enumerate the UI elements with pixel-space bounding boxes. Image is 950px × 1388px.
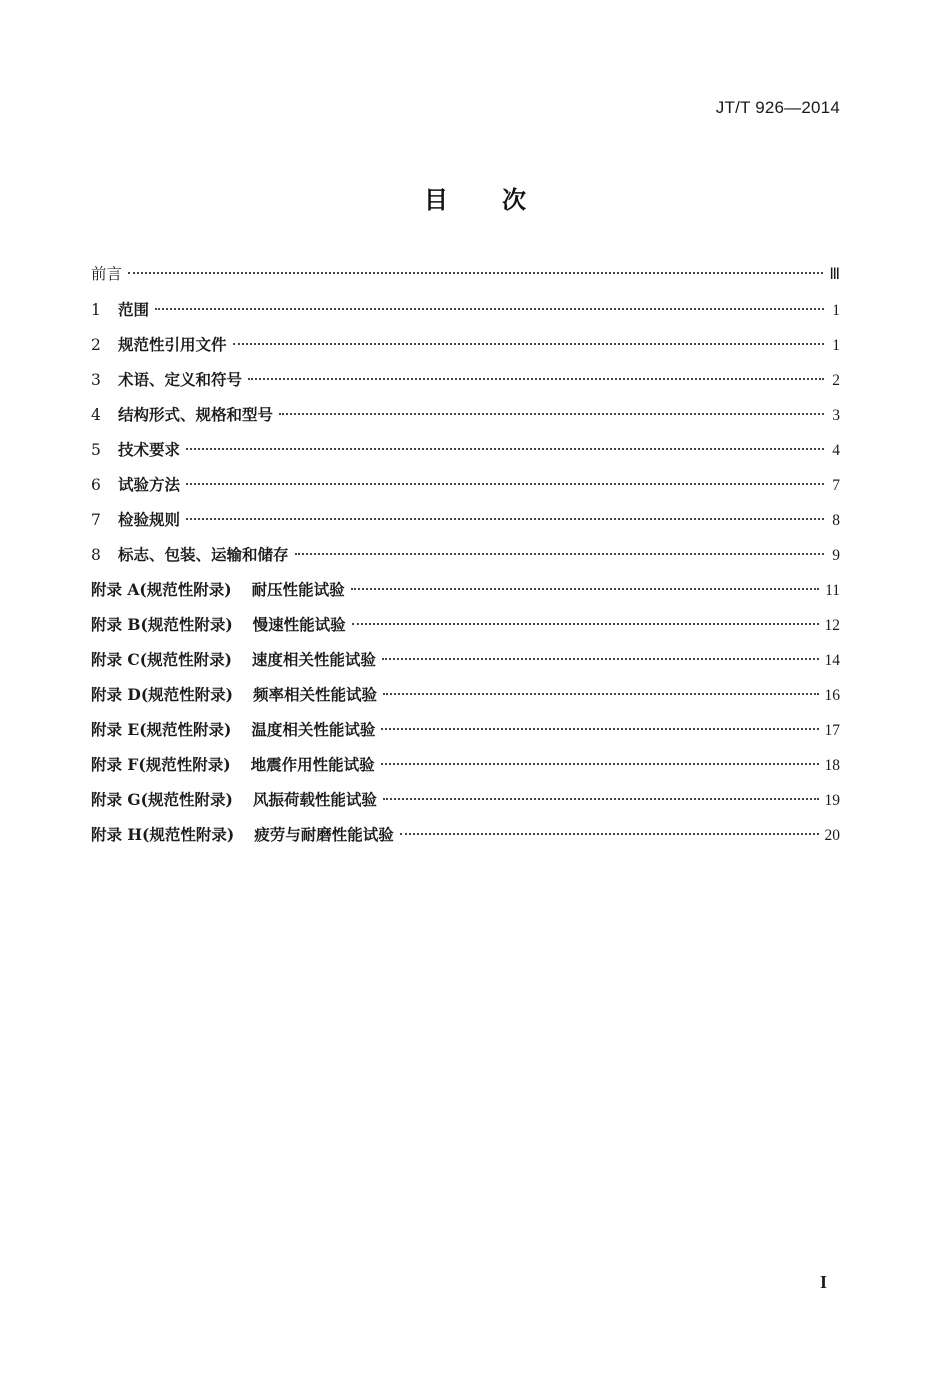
dot-leader [248, 378, 824, 380]
toc-entry-appendix-e[interactable] [91, 712, 840, 747]
toc-entry-appendix-h[interactable] [91, 817, 840, 852]
toc-entry-number: 4 [91, 406, 101, 424]
toc-entry-page: 9 [832, 547, 840, 564]
toc-entry-page: 1 [832, 302, 840, 319]
dot-leader [383, 693, 818, 695]
appendix-prefix: 附录 F(规范性附录) [91, 755, 231, 774]
toc-entry-5[interactable] [91, 432, 840, 467]
toc-entry-appendix-b[interactable] [91, 607, 840, 642]
toc-entry-appendix-f[interactable] [91, 747, 840, 782]
toc-entry-number: 3 [91, 371, 101, 389]
toc-entry-label: 慢速性能试验 [252, 615, 346, 634]
dot-leader [128, 272, 823, 274]
table-of-contents [91, 257, 840, 852]
toc-entry-page: 11 [825, 582, 840, 599]
toc-entry-label: 试验方法 [118, 475, 181, 494]
toc-entry-page: 2 [832, 372, 840, 389]
toc-entry-2[interactable] [91, 327, 840, 362]
toc-entry-label: 范围 [118, 300, 150, 319]
toc-entry-6[interactable] [91, 467, 840, 502]
toc-entry-page: Ⅲ [829, 266, 840, 283]
toc-entry-label: 地震作用性能试验 [250, 755, 375, 774]
appendix-prefix: 附录 H(规范性附录) [91, 825, 235, 844]
toc-entry-label: 速度相关性能试验 [251, 650, 376, 669]
appendix-prefix: 附录 E(规范性附录) [91, 720, 232, 739]
toc-entry-label: 频率相关性能试验 [253, 685, 378, 704]
toc-entry-number: 6 [91, 476, 101, 494]
dot-leader [382, 658, 819, 660]
toc-entry-page: 16 [824, 687, 840, 704]
dot-leader [155, 308, 824, 310]
toc-entry-label: 技术要求 [118, 440, 181, 459]
toc-entry-label: 温度相关性能试验 [251, 720, 376, 739]
dot-leader [233, 343, 824, 345]
title-char-1: 目 [424, 186, 448, 214]
toc-entry-4[interactable] [91, 397, 840, 432]
toc-entry-1[interactable] [91, 292, 840, 327]
toc-entry-number: 7 [91, 511, 101, 529]
appendix-prefix: 附录 C(规范性附录) [91, 650, 232, 669]
toc-entry-page: 12 [824, 617, 840, 634]
dot-leader [186, 448, 824, 450]
toc-entry-appendix-c[interactable] [91, 642, 840, 677]
toc-entry-number: 5 [91, 441, 101, 459]
dot-leader [381, 728, 818, 730]
toc-entry-page: 18 [824, 757, 840, 774]
toc-entry-label: 风振荷载性能试验 [252, 790, 377, 809]
toc-entry-page: 14 [824, 652, 840, 669]
toc-entry-number: 2 [91, 336, 101, 354]
toc-entry-page: 20 [824, 827, 840, 844]
page-title [0, 180, 950, 215]
dot-leader [186, 483, 824, 485]
dot-leader [186, 518, 824, 520]
dot-leader [381, 763, 819, 765]
toc-entry-page: 1 [832, 337, 840, 354]
toc-entry-page: 4 [832, 442, 840, 459]
appendix-prefix: 附录 B(规范性附录) [91, 615, 233, 634]
toc-entry-foreword[interactable] [91, 257, 840, 292]
appendix-prefix: 附录 D(规范性附录) [91, 685, 234, 704]
toc-entry-page: 7 [832, 477, 840, 494]
toc-entry-number: 1 [91, 301, 101, 319]
toc-entry-page: 19 [824, 792, 840, 809]
title-char-2: 次 [502, 186, 526, 214]
dot-leader [295, 553, 824, 555]
toc-entry-label: 耐压性能试验 [251, 580, 345, 599]
appendix-prefix: 附录 G(规范性附录) [91, 790, 233, 809]
dot-leader [383, 798, 819, 800]
toc-entry-page: 17 [824, 722, 840, 739]
dot-leader [279, 413, 824, 415]
document-code: JT/T 926—2014 [715, 98, 840, 117]
toc-entry-3[interactable] [91, 362, 840, 397]
toc-entry-page: 3 [832, 407, 840, 424]
toc-entry-appendix-g[interactable] [91, 782, 840, 817]
toc-entry-number: 8 [91, 546, 101, 564]
toc-entry-label: 疲劳与耐磨性能试验 [254, 825, 394, 844]
toc-entry-page: 8 [832, 512, 840, 529]
toc-entry-7[interactable] [91, 502, 840, 537]
toc-entry-label: 结构形式、规格和型号 [118, 405, 274, 424]
toc-entry-appendix-a[interactable] [91, 572, 840, 607]
toc-entry-appendix-d[interactable] [91, 677, 840, 712]
appendix-prefix: 附录 A(规范性附录) [91, 580, 232, 599]
dot-leader [400, 833, 819, 835]
dot-leader [352, 623, 819, 625]
page-number: I [820, 1272, 828, 1292]
toc-entry-label: 术语、定义和符号 [118, 370, 243, 389]
toc-entry-label: 标志、包装、运输和储存 [118, 545, 289, 564]
dot-leader [351, 588, 819, 590]
toc-entry-label: 前言 [91, 265, 123, 283]
toc-entry-label: 规范性引用文件 [118, 335, 227, 354]
toc-entry-label: 检验规则 [118, 510, 181, 529]
toc-entry-8[interactable] [91, 537, 840, 572]
